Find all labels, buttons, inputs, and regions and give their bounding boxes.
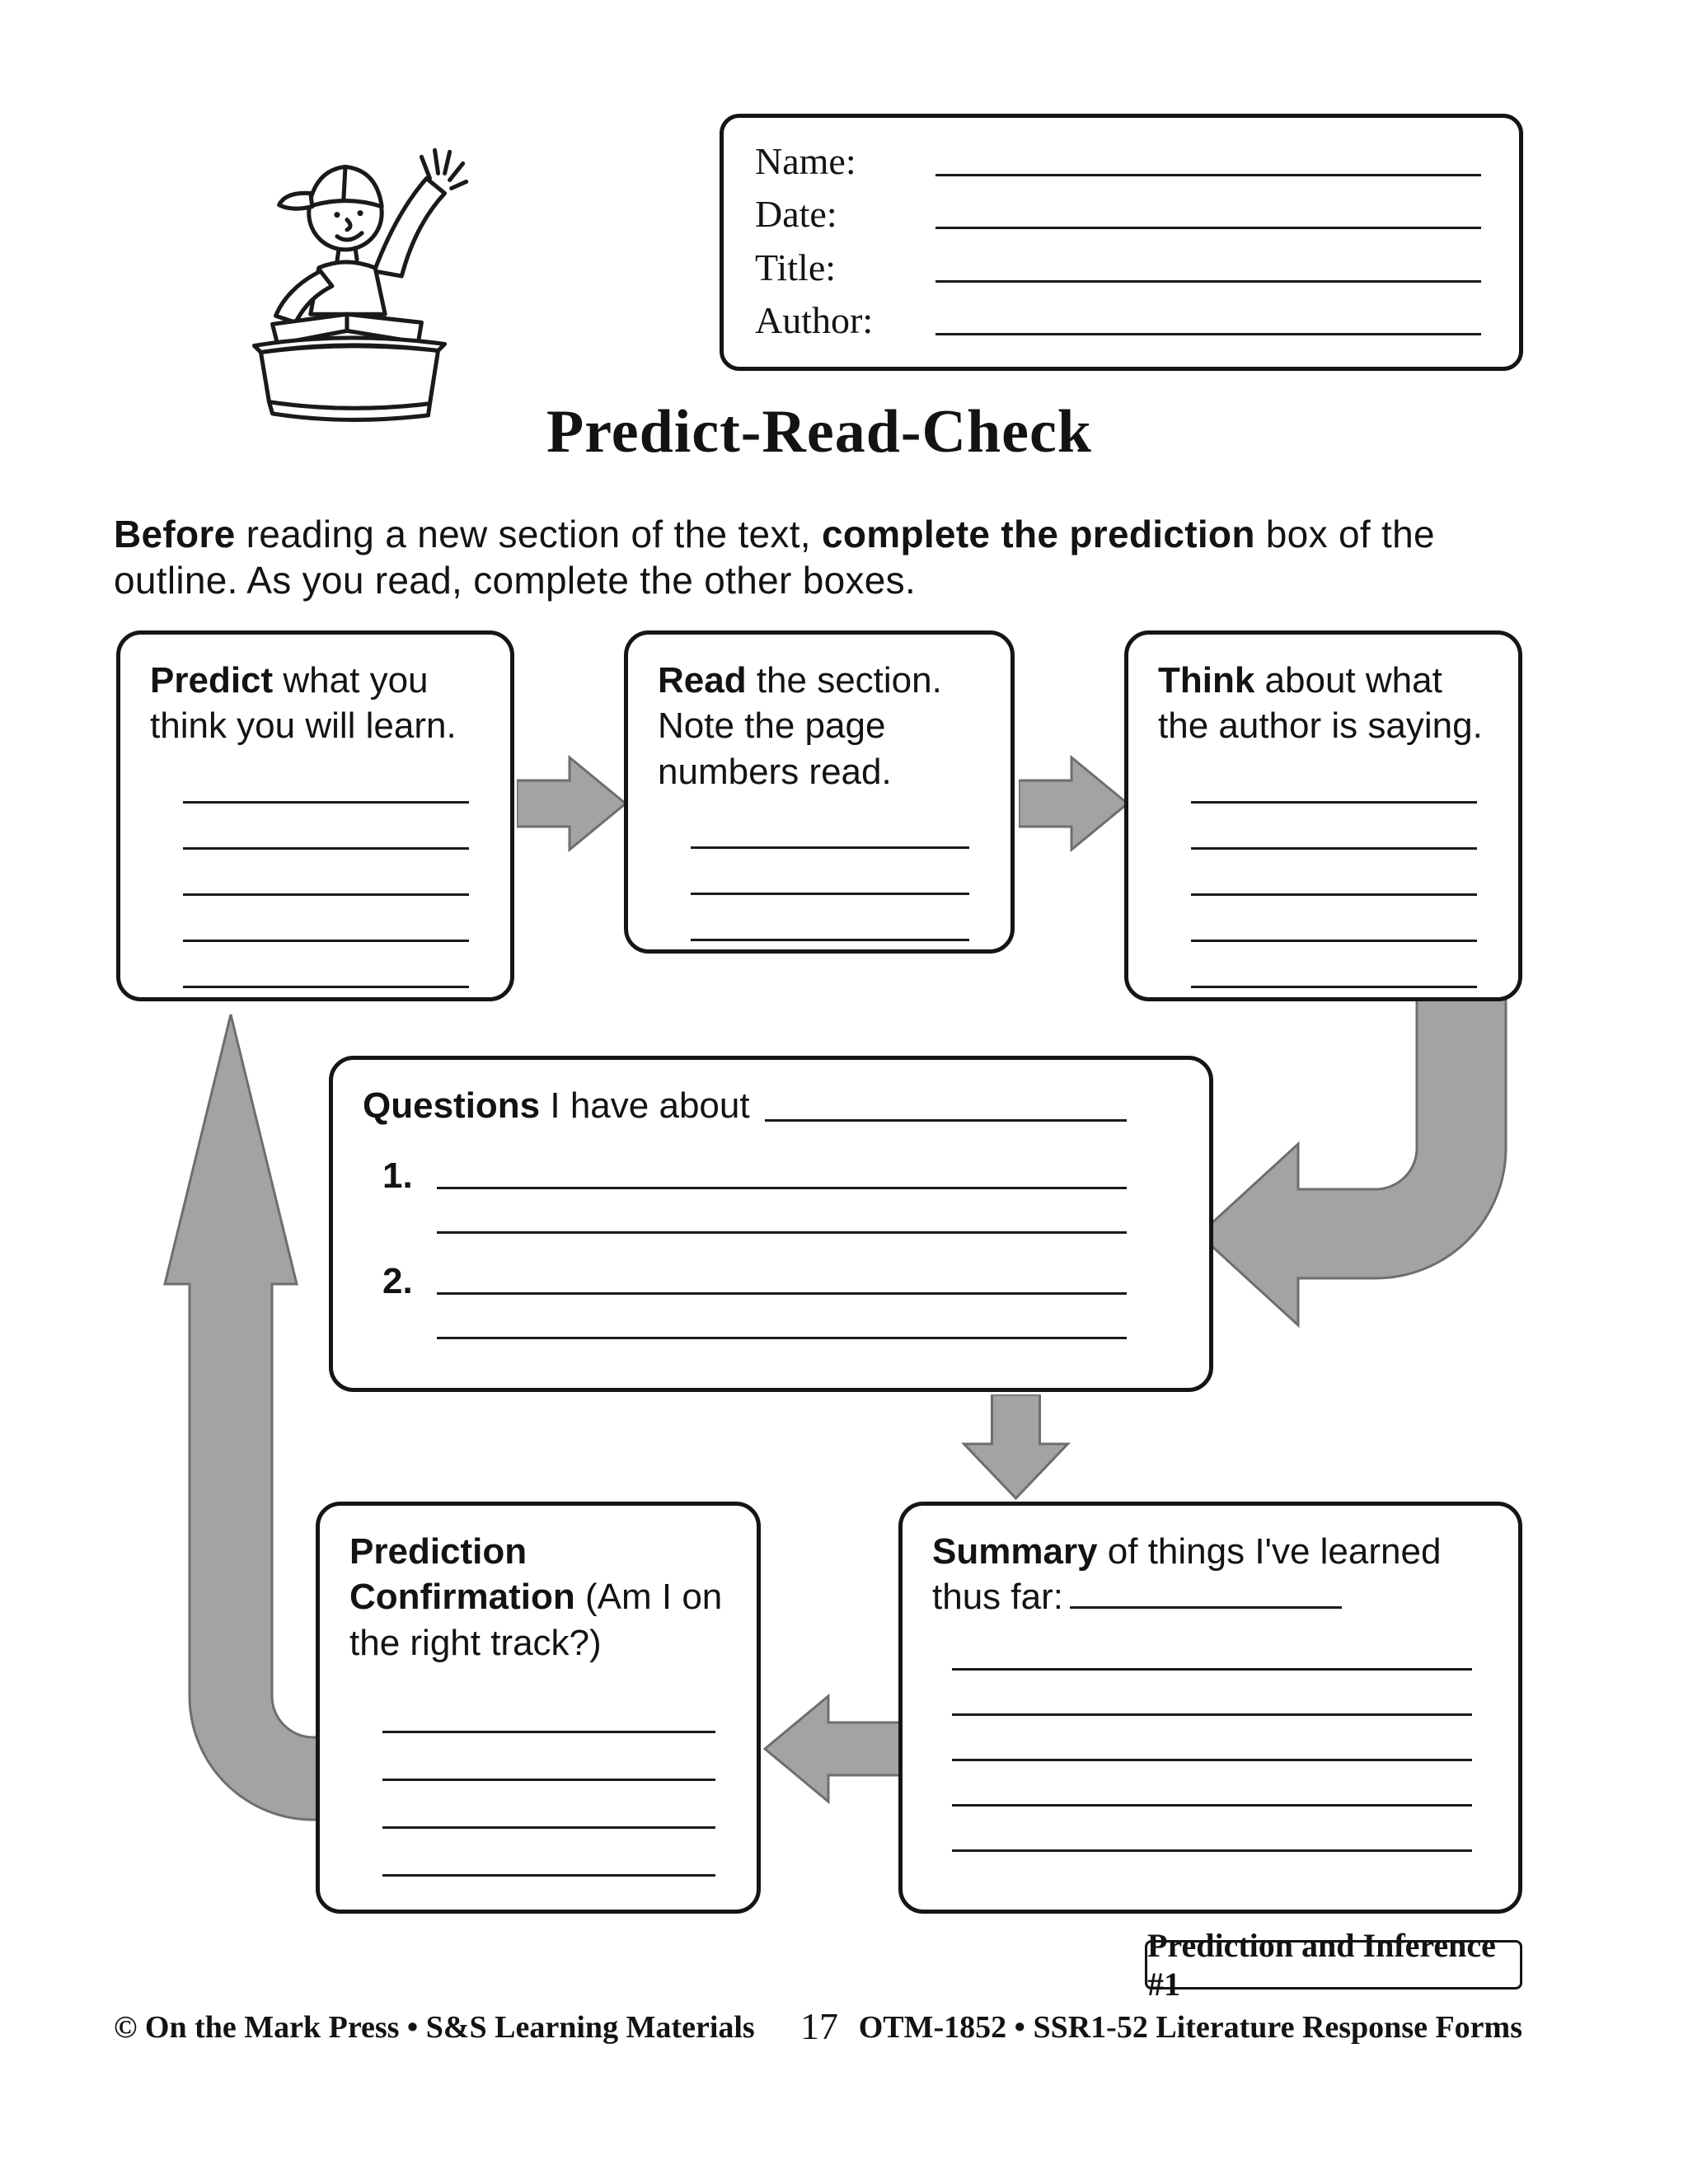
blank-write-line [952, 1625, 1472, 1671]
blank-write-line [183, 850, 469, 896]
questions-box [329, 1056, 1213, 1392]
student-info-box [720, 114, 1523, 371]
blank-write-line [382, 1685, 715, 1733]
instructions-segment-2: box of the outline. As you read, complete the other boxes. [114, 513, 1435, 602]
questions-box-description: I have about [540, 1085, 750, 1126]
think-box-description: about what the author is saying. [1158, 660, 1483, 747]
summary-box-text [932, 1529, 1489, 1620]
blank-write-line [437, 1189, 1127, 1234]
product-code: OTM-1852 • SSR1-52 Literature Response Forms [858, 2010, 1522, 2045]
arrow-questions-to-summary-down-icon [960, 1394, 1071, 1500]
predict-box-text [150, 658, 481, 749]
blank-write-line [691, 895, 969, 941]
predict-box [116, 630, 514, 1001]
name-field-row [755, 139, 1484, 183]
questions-box-header [363, 1083, 1179, 1128]
instructions-text [114, 511, 1552, 603]
read-box-text [658, 658, 981, 794]
summary-box-description: of things I've learned thus far: [932, 1531, 1442, 1618]
blank-write-line [437, 1258, 1127, 1295]
blank-write-line [382, 1781, 715, 1829]
blank-write-line [437, 1295, 1127, 1339]
arrow-summary-to-confirmation-left-icon [762, 1691, 903, 1807]
instructions-segment-1: reading a new section of the text, [235, 513, 822, 555]
instructions-bold-before: Before [114, 513, 236, 555]
name-blank-line [935, 174, 1481, 176]
questions-box-keyword: Questions [363, 1085, 541, 1126]
blank-write-line [437, 1153, 1127, 1189]
worksheet-series-badge: Prediction and Inference #1 [1145, 1940, 1522, 1990]
read-write-lines [691, 803, 969, 941]
question-2-number: 2. [382, 1261, 413, 1302]
blank-write-line [183, 804, 469, 850]
arrow-think-to-questions-curved-icon [1199, 1000, 1529, 1346]
page-number: 17 [800, 2005, 838, 2047]
title-field-row [755, 246, 1484, 289]
title-blank-line [935, 280, 1481, 283]
summary-write-lines [952, 1625, 1472, 1852]
blank-write-line [1191, 757, 1477, 804]
confirmation-box-description: (Am I on the right track?) [349, 1577, 723, 1663]
blank-write-line [952, 1716, 1472, 1761]
summary-topic-blank-line [1070, 1606, 1342, 1609]
blank-write-line [691, 803, 969, 849]
question-2-write-lines [437, 1258, 1127, 1339]
arrow-read-to-think-icon [1019, 754, 1130, 853]
blank-write-line [1191, 804, 1477, 850]
author-label: Author: [755, 298, 874, 341]
arrow-predict-to-read-icon [517, 754, 628, 853]
predict-write-lines [183, 757, 469, 988]
blank-write-line [691, 849, 969, 895]
blank-write-line [952, 1671, 1472, 1716]
predict-box-keyword: Predict [150, 660, 274, 701]
blank-write-line [183, 942, 469, 988]
date-label: Date: [755, 193, 837, 236]
read-box [624, 630, 1015, 954]
blank-write-line [382, 1829, 715, 1877]
summary-box-keyword: Summary [932, 1531, 1098, 1572]
blank-write-line [952, 1761, 1472, 1807]
think-box-text [1158, 658, 1489, 749]
confirmation-box-keyword: Prediction Confirmation [349, 1531, 575, 1618]
blank-write-line [183, 896, 469, 942]
confirmation-box-text [349, 1529, 727, 1666]
summary-box [898, 1502, 1522, 1914]
prediction-confirmation-box [316, 1502, 761, 1914]
blank-write-line [1191, 942, 1477, 988]
page-title: Predict-Read-Check [546, 398, 1092, 466]
questions-box-text [363, 1083, 750, 1128]
date-blank-line [935, 227, 1481, 229]
name-label: Name: [755, 140, 856, 182]
student-raising-hand-icon [221, 105, 478, 437]
blank-write-line [1191, 896, 1477, 942]
author-field-row [755, 298, 1484, 342]
blank-write-line [183, 757, 469, 804]
predict-box-description: what you think you will learn. [150, 660, 457, 747]
date-field-row [755, 192, 1484, 236]
question-item-1 [382, 1153, 1179, 1234]
question-1-write-lines [437, 1153, 1127, 1234]
author-blank-line [935, 333, 1481, 335]
questions-topic-blank-line [765, 1119, 1127, 1122]
instructions-bold-complete: complete the prediction [821, 513, 1255, 555]
think-box [1124, 630, 1522, 1001]
question-1-number: 1. [382, 1155, 413, 1197]
confirmation-write-lines [382, 1685, 715, 1877]
publisher-credit: © On the Mark Press • S&S Learning Materials [114, 2010, 755, 2045]
think-write-lines [1191, 757, 1477, 988]
question-item-2 [382, 1258, 1179, 1339]
blank-write-line [382, 1733, 715, 1781]
blank-write-line [952, 1807, 1472, 1852]
think-box-keyword: Think [1158, 660, 1255, 701]
blank-write-line [1191, 850, 1477, 896]
title-label: Title: [755, 246, 837, 288]
read-box-description: the section. Note the page numbers read. [658, 660, 942, 792]
read-box-keyword: Read [658, 660, 747, 701]
